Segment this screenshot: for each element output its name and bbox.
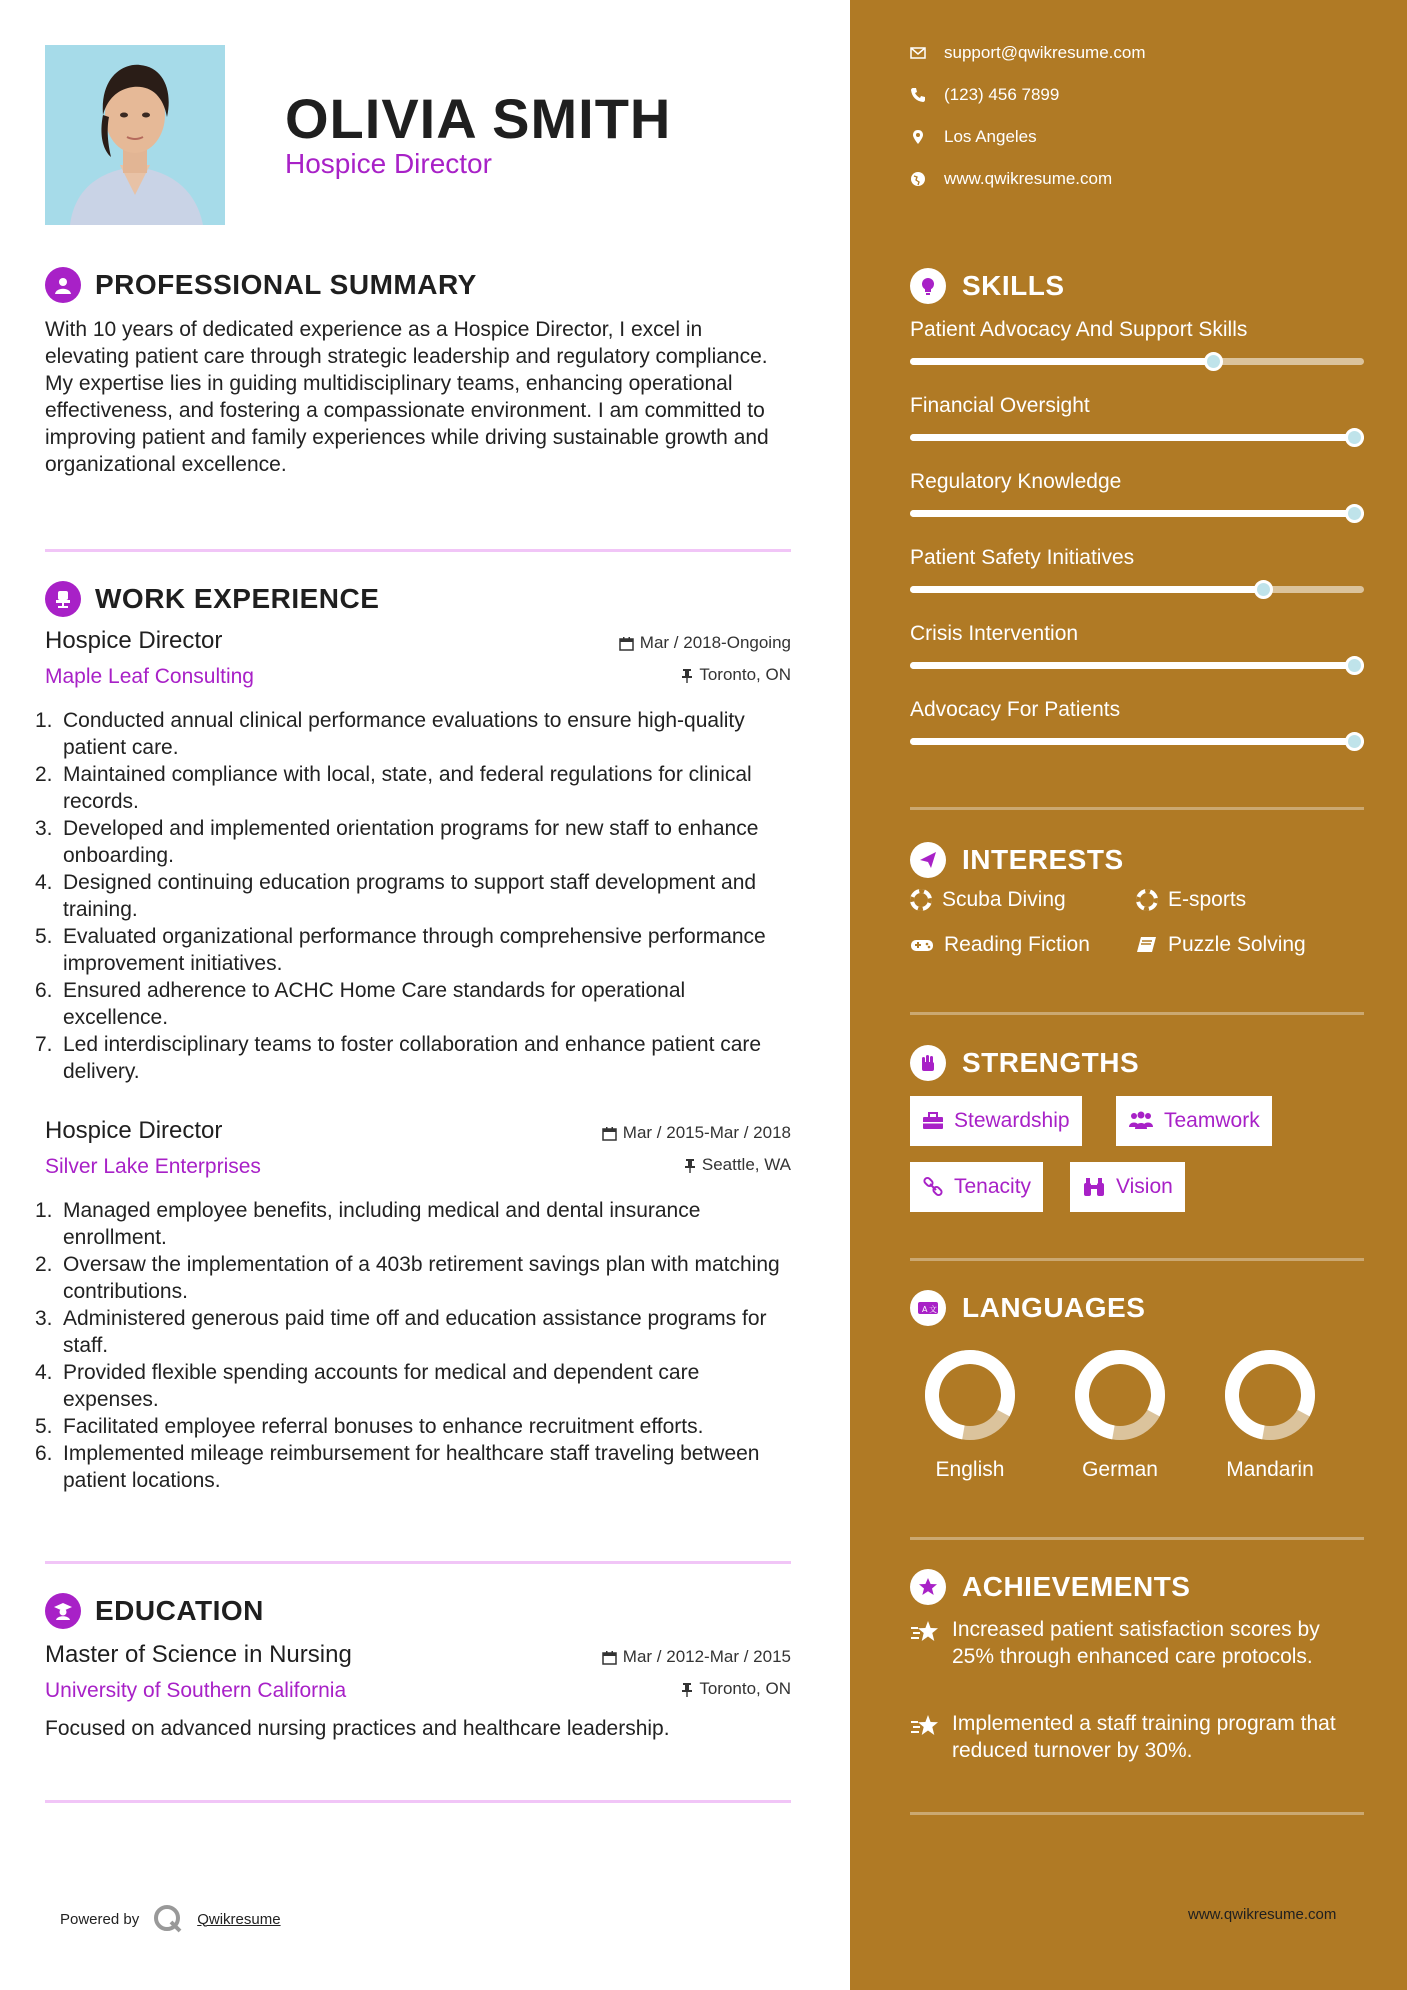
education-heading (45, 1593, 264, 1629)
divider (45, 1800, 791, 1803)
svg-text:文: 文 (929, 1305, 937, 1314)
job-location-text: Seattle, WA (701, 1155, 791, 1174)
paper-plane-icon (910, 842, 946, 878)
language-level-ring (920, 1345, 1020, 1445)
globe-icon (910, 171, 926, 187)
divider (910, 1537, 1364, 1540)
calendar-icon (619, 636, 634, 651)
strength-label: Tenacity (954, 1175, 1032, 1198)
achievement-text: Implemented a staff training program that reduced turnover by 30%. (952, 1712, 1336, 1762)
list-item: 5. Facilitated employee referral bonuses to enhance recruitment efforts. (35, 1415, 704, 1438)
skill-name: Advocacy For Patients (910, 698, 1121, 721)
skill-name: Financial Oversight (910, 394, 1090, 417)
lifebuoy-icon (1136, 889, 1158, 911)
gamepad-icon (910, 937, 934, 953)
skill-bar-fill (910, 586, 1264, 593)
list-item: 2. Maintained compliance with local, state, and federal regulations for clinical records. (35, 763, 752, 813)
skill-item (910, 318, 1364, 365)
skill-bar (910, 358, 1364, 365)
language-level-ring (1070, 1345, 1170, 1445)
education-entry (45, 1641, 791, 1741)
achievement-item (910, 1710, 1364, 1764)
candidate-title: Hospice Director (285, 148, 492, 179)
job-title: Hospice Director (45, 1117, 223, 1144)
fist-icon (910, 1045, 946, 1081)
degree: Master of Science in Nursing (45, 1641, 352, 1668)
strength-label: Stewardship (954, 1109, 1070, 1132)
user-icon (45, 267, 81, 303)
education-location-text: Toronto, ON (699, 1679, 791, 1698)
skill-level-knob (1345, 732, 1364, 751)
language-name: Mandarin (1226, 1458, 1314, 1481)
calendar-icon (602, 1650, 617, 1665)
summary-title: PROFESSIONAL SUMMARY (95, 269, 477, 300)
skill-item (910, 622, 1364, 669)
contact-location (910, 127, 1037, 147)
education-title: EDUCATION (95, 1595, 264, 1626)
contact-email[interactable] (910, 43, 1146, 63)
language-name: German (1082, 1458, 1158, 1481)
skill-bar (910, 434, 1364, 441)
school: University of Southern California (45, 1679, 347, 1702)
skill-bar-fill (910, 510, 1364, 517)
skill-bar (910, 738, 1364, 745)
pin-icon (684, 1158, 696, 1173)
skill-name: Patient Safety Initiatives (910, 546, 1135, 569)
skill-level-knob (1345, 428, 1364, 447)
skill-bar (910, 586, 1364, 593)
calendar-icon (602, 1126, 617, 1141)
list-item: 1. Managed employee benefits, including medical and dental insurance enrollment. (35, 1199, 701, 1249)
divider (910, 1012, 1364, 1015)
languages-title: LANGUAGES (962, 1292, 1146, 1323)
job-title: Hospice Director (45, 627, 223, 654)
education-date-text: Mar / 2012-Mar / 2015 (622, 1647, 791, 1666)
contact-phone[interactable] (910, 85, 1059, 105)
divider (910, 807, 1364, 810)
star-icon (910, 1569, 946, 1605)
job-location (684, 1155, 791, 1175)
strength-stewardship (910, 1096, 1082, 1146)
achievements-title: ACHIEVEMENTS (962, 1571, 1191, 1602)
chair-icon (45, 581, 81, 617)
skill-bar (910, 662, 1364, 669)
education-location (681, 1679, 791, 1699)
map-marker-icon (910, 129, 926, 145)
achievement-item (910, 1616, 1364, 1670)
interest-label: Scuba Diving (942, 888, 1066, 911)
skill-bar-fill (910, 662, 1364, 669)
interest-label: Reading Fiction (944, 933, 1090, 956)
briefcase-icon (922, 1112, 944, 1130)
profile-photo (45, 45, 225, 225)
website-text: www.qwikresume.com (944, 169, 1113, 188)
list-item: 3. Administered generous paid time off and education assistance programs for staff. (35, 1307, 767, 1357)
book-icon (1136, 935, 1158, 955)
interests-heading (910, 842, 1124, 878)
binoculars-icon (1082, 1177, 1106, 1197)
skill-level-knob (1345, 504, 1364, 523)
achievement-text: Increased patient satisfaction scores by 25% through enhanced care protocols. (952, 1618, 1320, 1668)
graduate-icon (45, 1593, 81, 1629)
qwikresume-link[interactable]: Qwikresume (197, 1910, 281, 1928)
interest-e-sports (1136, 888, 1246, 912)
list-item: 6. Ensured adherence to ACHC Home Care standards for operational excellence. (35, 979, 686, 1029)
experience-title: WORK EXPERIENCE (95, 583, 380, 614)
job-entry (35, 627, 791, 1085)
divider (910, 1258, 1364, 1261)
job-company: Maple Leaf Consulting (45, 665, 254, 688)
job-duties (35, 1197, 791, 1494)
list-item: 4. Designed continuing education programs to support staff development and training. (35, 871, 757, 921)
star-icon (910, 1714, 940, 1738)
job-company: Silver Lake Enterprises (45, 1155, 261, 1178)
strength-label: Teamwork (1164, 1109, 1260, 1132)
job-date (602, 1123, 791, 1143)
list-item: 6. Implemented mileage reimbursement for healthcare staff traveling between patient locations. (35, 1442, 760, 1492)
interest-scuba-diving (910, 888, 1066, 912)
achievements-heading (910, 1569, 1190, 1605)
skill-item (910, 394, 1364, 441)
summary-text: With 10 years of dedicated experience as a Hospice Director, I excel in elevating patient care through strategic leadership and regulatory compliance. My expertise lies in guiding multidisciplinary teams, enhancing operational effectiveness, and fostering a compassionate environment. I am committed to improving patient and family experiences while driving sustainable growth and organizational excellence. (45, 318, 769, 476)
skill-level-knob (1345, 656, 1364, 675)
star-icon (910, 1620, 940, 1644)
list-item: 7. Led interdisciplinary teams to foster collaboration and enhance patient care delivery. (35, 1033, 762, 1083)
summary-heading (45, 267, 477, 303)
job-date (619, 633, 791, 653)
strength-vision (1070, 1162, 1185, 1212)
divider (45, 1561, 791, 1564)
interests-title: INTERESTS (962, 844, 1124, 875)
strength-tenacity (910, 1162, 1043, 1212)
list-item: 2. Oversaw the implementation of a 403b retirement savings plan with matching contributions. (35, 1253, 780, 1303)
skills-title: SKILLS (962, 270, 1065, 301)
pin-icon (681, 1682, 693, 1697)
envelope-icon (910, 45, 926, 61)
language-level-ring (1220, 1345, 1320, 1445)
skill-level-knob (1254, 580, 1273, 599)
skill-bar-fill (910, 738, 1364, 745)
interest-label: Puzzle Solving (1168, 933, 1306, 956)
strength-teamwork (1116, 1096, 1272, 1146)
pin-icon (681, 668, 693, 683)
divider (910, 1812, 1364, 1815)
job-date-text: Mar / 2018-Ongoing (639, 633, 791, 652)
skill-item (910, 546, 1364, 593)
language-item (1210, 1345, 1330, 1482)
strengths-title: STRENGTHS (962, 1047, 1140, 1078)
lightbulb-icon (910, 268, 946, 304)
phone-text: (123) 456 7899 (944, 85, 1060, 104)
skill-name: Regulatory Knowledge (910, 470, 1122, 493)
job-location-text: Toronto, ON (699, 665, 791, 684)
language-item (910, 1345, 1030, 1482)
skill-bar-fill (910, 358, 1214, 365)
powered-by-label: Powered by (60, 1910, 140, 1928)
lifebuoy-icon (910, 889, 932, 911)
job-date-text: Mar / 2015-Mar / 2018 (622, 1123, 791, 1142)
svg-text:A: A (922, 1305, 928, 1314)
skill-name: Patient Advocacy And Support Skills (910, 318, 1248, 341)
strength-label: Vision (1116, 1175, 1173, 1198)
phone-icon (910, 87, 926, 103)
strengths-heading (910, 1045, 1139, 1081)
divider (45, 549, 791, 552)
list-item: 1. Conducted annual clinical performance evaluations to ensure high-quality patient care. (35, 709, 745, 759)
qwikresume-logo-icon (153, 1904, 183, 1934)
list-item: 5. Evaluated organizational performance through comprehensive performance improvement initiatives. (35, 925, 766, 975)
contact-website[interactable] (910, 169, 1112, 189)
email-text: support@qwikresume.com (944, 43, 1146, 62)
skills-heading (910, 268, 1065, 304)
skill-item (910, 470, 1364, 517)
candidate-name: OLIVIA SMITH (285, 87, 672, 150)
languages-heading (910, 1290, 1145, 1326)
list-item: 3. Developed and implemented orientation programs for new staff to enhance onboarding. (35, 817, 759, 867)
link-icon (922, 1176, 944, 1198)
skill-item (910, 698, 1364, 745)
skill-bar-fill (910, 434, 1364, 441)
interest-reading-fiction (910, 933, 1090, 957)
powered-by (60, 1904, 281, 1934)
education-description: Focused on advanced nursing practices and healthcare leadership. (45, 1717, 670, 1740)
users-icon (1128, 1111, 1154, 1131)
experience-heading (45, 581, 379, 617)
footer-website[interactable]: www.qwikresume.com (1188, 1906, 1337, 1923)
location-text: Los Angeles (944, 127, 1037, 146)
job-entry (35, 1117, 791, 1494)
skill-name: Crisis Intervention (910, 622, 1079, 645)
interest-label: E-sports (1168, 888, 1247, 911)
education-date (602, 1647, 791, 1667)
interest-puzzle-solving (1136, 933, 1306, 957)
job-location (681, 665, 791, 685)
language-name: English (935, 1458, 1005, 1481)
skill-bar (910, 510, 1364, 517)
language-item (1060, 1345, 1180, 1482)
translate-icon (910, 1290, 946, 1326)
list-item: 4. Provided flexible spending accounts for medical and dependent care expenses. (35, 1361, 700, 1411)
job-duties (35, 707, 791, 1085)
